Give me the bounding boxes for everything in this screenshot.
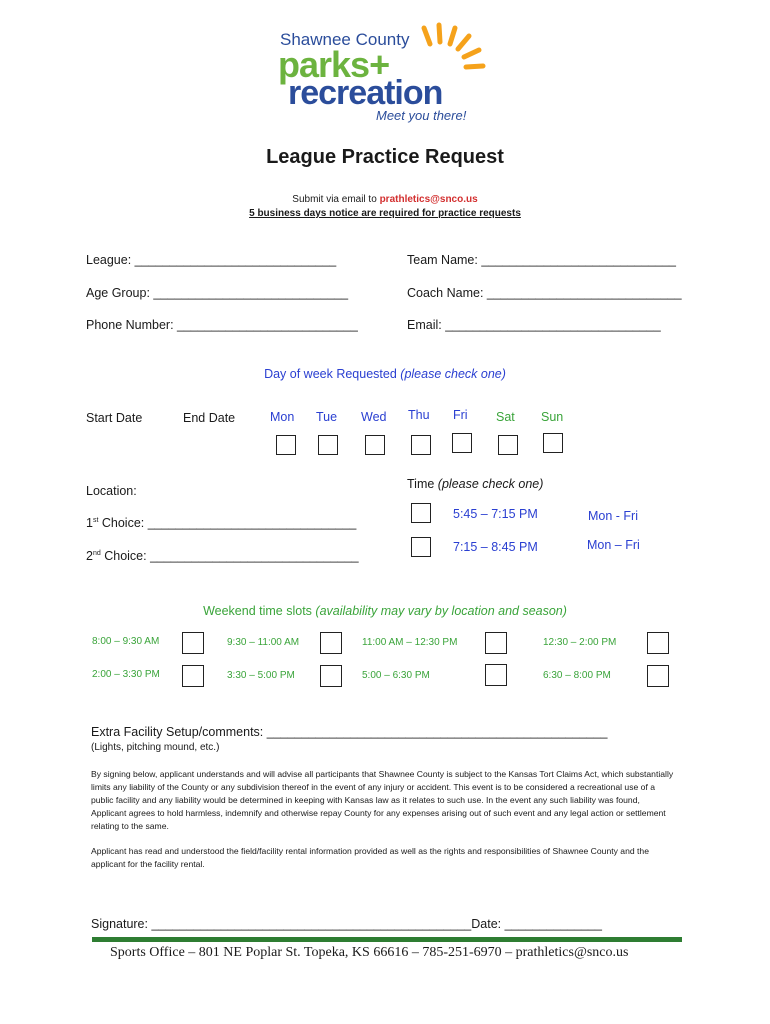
location-label: Location:	[86, 484, 137, 498]
time-slot2-checkbox[interactable]	[411, 537, 431, 557]
day-mon-label: Mon	[270, 410, 295, 424]
time-slot1-label: 5:45 – 7:15 PM	[453, 507, 538, 521]
time-slot1-days: Mon - Fri	[588, 509, 638, 523]
weekend-heading	[0, 604, 770, 618]
location-second-choice[interactable]	[86, 549, 359, 563]
footer-rule	[92, 937, 682, 942]
coach-name-field[interactable]: Coach Name: ____________________________	[407, 286, 682, 300]
time-heading-text: Time	[407, 477, 438, 491]
weekend-slot-checkbox[interactable]	[647, 665, 669, 687]
time-slot2-days: Mon – Fri	[587, 538, 640, 552]
first-choice-suffix: st	[92, 516, 99, 524]
day-wed-label: Wed	[361, 410, 387, 424]
day-thu-label: Thu	[408, 408, 430, 422]
weekend-heading-text: Weekend time slots	[203, 604, 316, 618]
day-sat-label: Sat	[496, 410, 515, 424]
logo-county: Shawnee County	[280, 30, 410, 49]
liability-paragraph: By signing below, applicant understands and will advise all participants that Shawnee County is subject to the Kansas Tort Claims Act, which substantially limits any liability of the County or any subdivision thereof in the event of any injury or accident. This event is to be considered a recreational use of a public facility and any liability would be determined in keeping with Kansas law as it relates to such use. In the event any such liability was found, Applicant agrees to hold harmless, indemnify and otherwise repay County for any expenses arising out of such event and any legal action or settlement relating to the same.	[91, 769, 674, 831]
weekend-slot-checkbox[interactable]	[182, 632, 204, 654]
weekend-slot-checkbox[interactable]	[182, 665, 204, 687]
sunburst-icon	[398, 22, 488, 82]
day-mon-checkbox[interactable]	[276, 435, 296, 455]
weekend-slot-checkbox[interactable]	[485, 664, 507, 686]
end-date-label: End Date	[183, 411, 236, 425]
logo	[278, 22, 488, 127]
submit-prefix: Submit via email to	[292, 194, 380, 205]
day-fri-label: Fri	[453, 408, 468, 422]
phone-field[interactable]: Phone Number: __________________________	[86, 318, 358, 332]
time-slot2-label: 7:15 – 8:45 PM	[453, 540, 538, 554]
weekend-slot-label: 11:00 AM – 12:30 PM	[362, 637, 458, 648]
time-heading	[407, 477, 543, 491]
time-slot1-checkbox[interactable]	[411, 503, 431, 523]
day-tue-checkbox[interactable]	[318, 435, 338, 455]
page-title: League Practice Request	[266, 146, 504, 168]
days-heading-note: (please check one)	[400, 367, 506, 381]
team-name-field[interactable]: Team Name: ____________________________	[407, 253, 676, 267]
days-heading-text: Day of week Requested	[264, 367, 401, 381]
weekend-slot-label: 5:00 – 6:30 PM	[362, 670, 430, 681]
email-field[interactable]: Email: _______________________________	[407, 318, 661, 332]
weekend-slot-label: 12:30 – 2:00 PM	[543, 637, 617, 648]
start-date-label: Start Date	[86, 411, 143, 425]
day-thu-checkbox[interactable]	[411, 435, 431, 455]
days-heading	[0, 367, 770, 381]
location-first-choice[interactable]	[86, 516, 356, 530]
weekend-slot-checkbox[interactable]	[320, 665, 342, 687]
second-choice-suffix: nd	[92, 549, 101, 557]
day-fri-checkbox[interactable]	[452, 433, 472, 453]
logo-tagline: Meet you there!	[376, 108, 467, 123]
weekend-slot-checkbox[interactable]	[485, 632, 507, 654]
age-group-field[interactable]: Age Group: ____________________________	[86, 286, 349, 300]
extra-facility-field[interactable]: Extra Facility Setup/comments: _________________________________________________	[91, 725, 608, 739]
day-tue-label: Tue	[316, 410, 338, 424]
logo-parks: parks+	[278, 44, 390, 85]
weekend-slot-label: 6:30 – 8:00 PM	[543, 670, 611, 681]
day-sun-label: Sun	[541, 410, 564, 424]
second-choice-text: Choice: ______________________________	[100, 549, 359, 563]
submit-email-link[interactable]: prathletics@snco.us	[379, 194, 478, 205]
first-choice-text: Choice: ______________________________	[98, 516, 357, 530]
footer-text: Sports Office – 801 NE Poplar St. Topeka, KS 66616 – 785-251-6970 – prathletics@snco.us	[110, 945, 629, 960]
day-wed-checkbox[interactable]	[365, 435, 385, 455]
weekend-slot-label: 9:30 – 11:00 AM	[227, 637, 300, 648]
submit-line	[0, 194, 770, 205]
notice-text: 5 business days notice are required for practice requests	[249, 208, 521, 219]
extra-facility-note: (Lights, pitching mound, etc.)	[91, 742, 220, 753]
weekend-slot-checkbox[interactable]	[647, 632, 669, 654]
acknowledgement-paragraph: Applicant has read and understood the field/facility rental information provided as well as the rights and responsibilities of Shawnee County and the applicant for the facility rental.	[91, 846, 649, 869]
weekend-slot-label: 2:00 – 3:30 PM	[92, 669, 160, 680]
logo-recreation: recreation	[288, 74, 443, 112]
first-choice-number: 1	[86, 516, 93, 530]
league-field[interactable]: League: _____________________________	[86, 253, 337, 267]
second-choice-number: 2	[86, 549, 93, 563]
day-sat-checkbox[interactable]	[498, 435, 518, 455]
weekend-heading-note: (availability may vary by location and season)	[315, 604, 567, 618]
signature-field[interactable]: Signature: ______________________________________________Date: ______________	[91, 917, 602, 931]
weekend-slot-checkbox[interactable]	[320, 632, 342, 654]
weekend-slot-label: 3:30 – 5:00 PM	[227, 670, 295, 681]
day-sun-checkbox[interactable]	[543, 433, 563, 453]
time-heading-note: (please check one)	[437, 477, 544, 491]
weekend-slot-label: 8:00 – 9:30 AM	[92, 636, 160, 647]
